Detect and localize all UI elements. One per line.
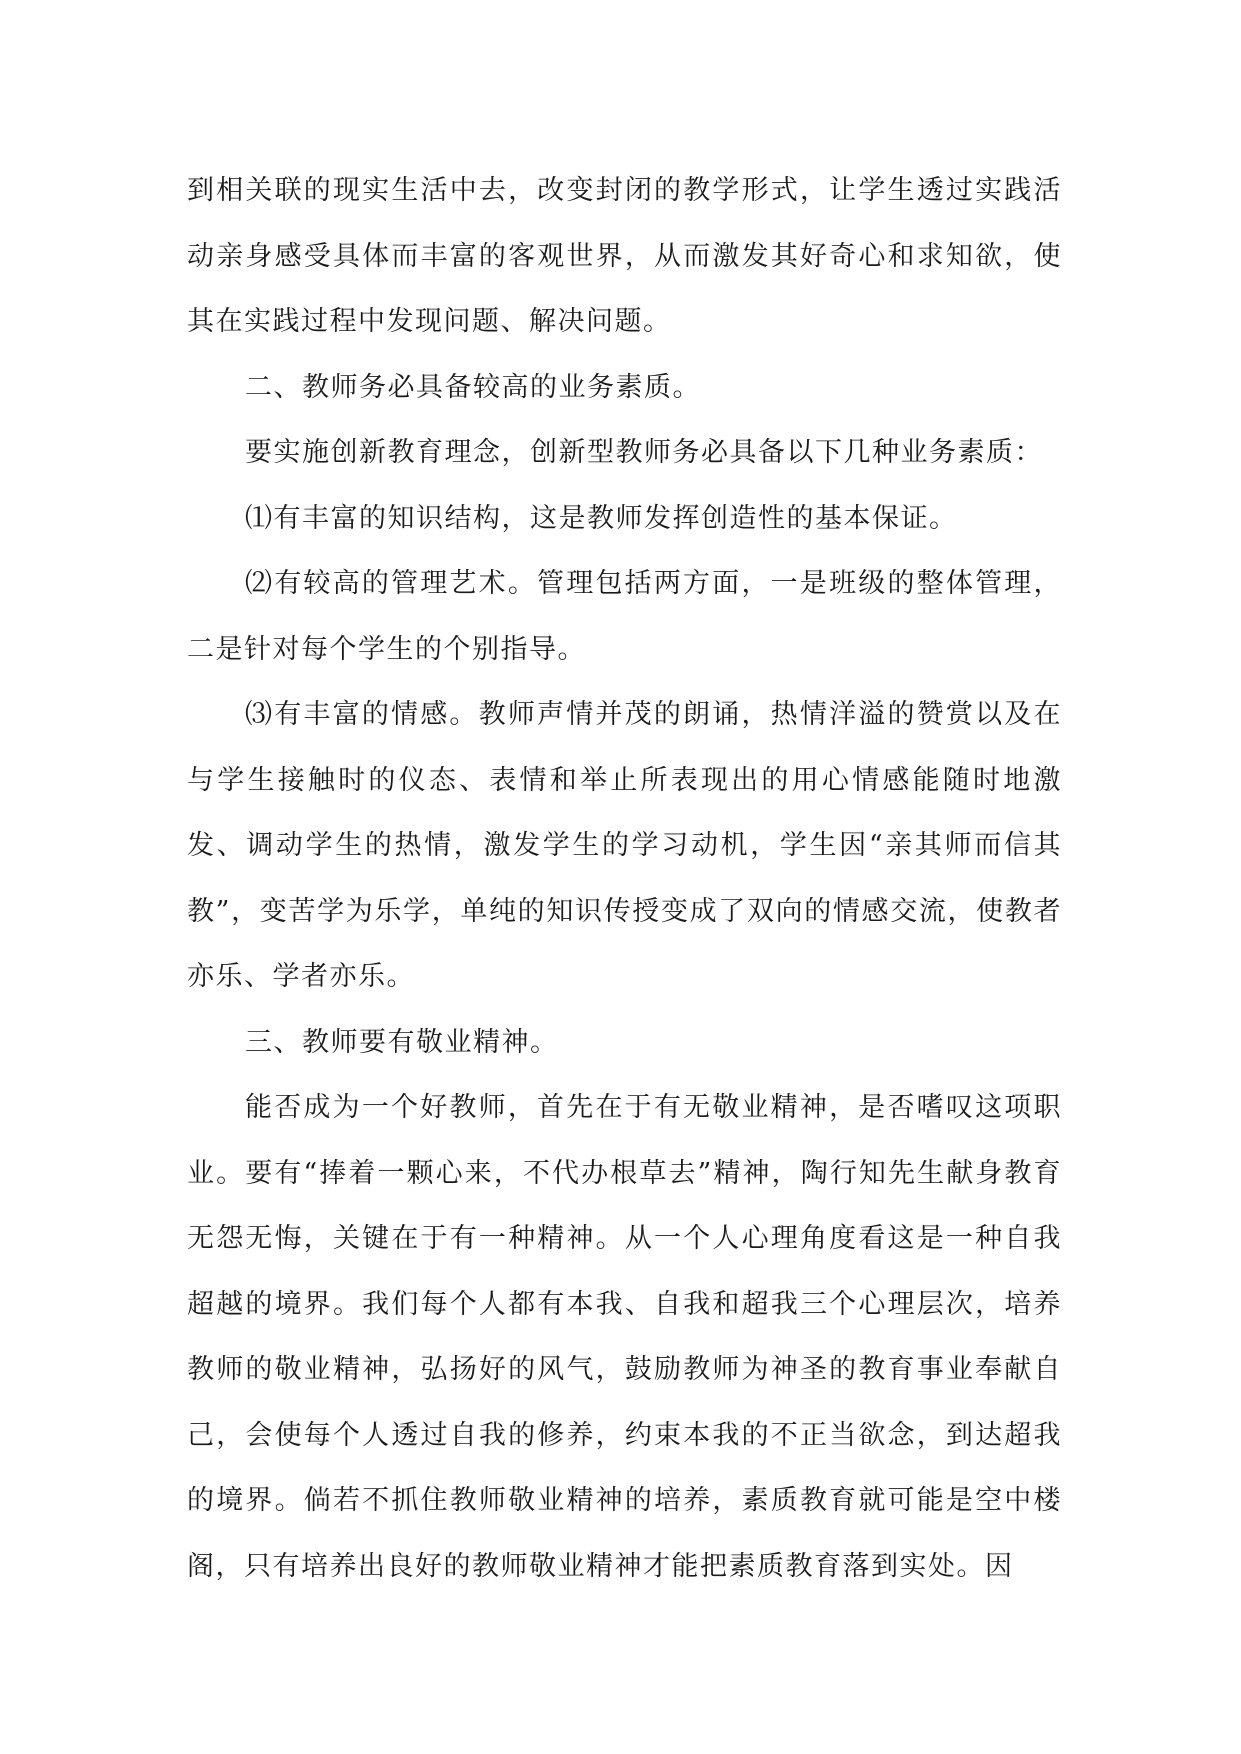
document-body — [187, 158, 1062, 1599]
paragraph-intro: 要实施创新教育理念，创新型教师务必具备以下几种业务素质： — [245, 437, 1043, 468]
list-item-1: ⑴有丰富的知识结构，这是教师发挥创造性的基本保证。 — [245, 502, 958, 534]
section-heading-3: 三、教师要有敬业精神。 — [245, 1026, 559, 1058]
list-item-3: ⑶有丰富的情感。教师声情并茂的朗诵，热情洋溢的赞赏以及在与学生接触时的仪态、表情和举止所表现出的用心情感能随时地激发、调动学生的热情，激发学生的学习动机，学生因“亲其师而信其教”，变苦学为乐学，单纯的知识传授变成了双向的情感交流，使教者亦乐、学者亦乐。 — [187, 699, 1062, 992]
section-heading-2: 二、教师务必具备较高的业务素质。 — [245, 371, 701, 403]
paragraph-continuation: 到相关联的现实生活中去，改变封闭的教学形式，让学生透过实践活动亲身感受具体而丰富的客观世界，从而激发其好奇心和求知欲，使其在实践过程中发现问题、解决问题。 — [187, 175, 1062, 337]
list-item-2: ⑵有较高的管理艺术。管理包括两方面，一是班级的整体管理，二是针对每个学生的个别指导。 — [187, 568, 1062, 665]
paragraph-body: 能否成为一个好教师，首先在于有无敬业精神，是否嗜叹这项职业。要有“捧着一颗心来，不代办根草去”精神，陶行知先生献身教育无怨无悔，关键在于有一种精神。从一个人心理角度看这是一种自我超越的境界。我们每个人都有本我、自我和超我三个心理层次，培养教师的敬业精神，弘扬好的风气，鼓励教师为神圣的教育事业奉献自己，会使每个人透过自我的修养，约束本我的不正当欲念，到达超我的境界。倘若不抓住教师敬业精神的培养，素质教育就可能是空中楼阁，只有培养出良好的教师敬业精神才能把素质教育落到实处。因 — [187, 1092, 1062, 1582]
